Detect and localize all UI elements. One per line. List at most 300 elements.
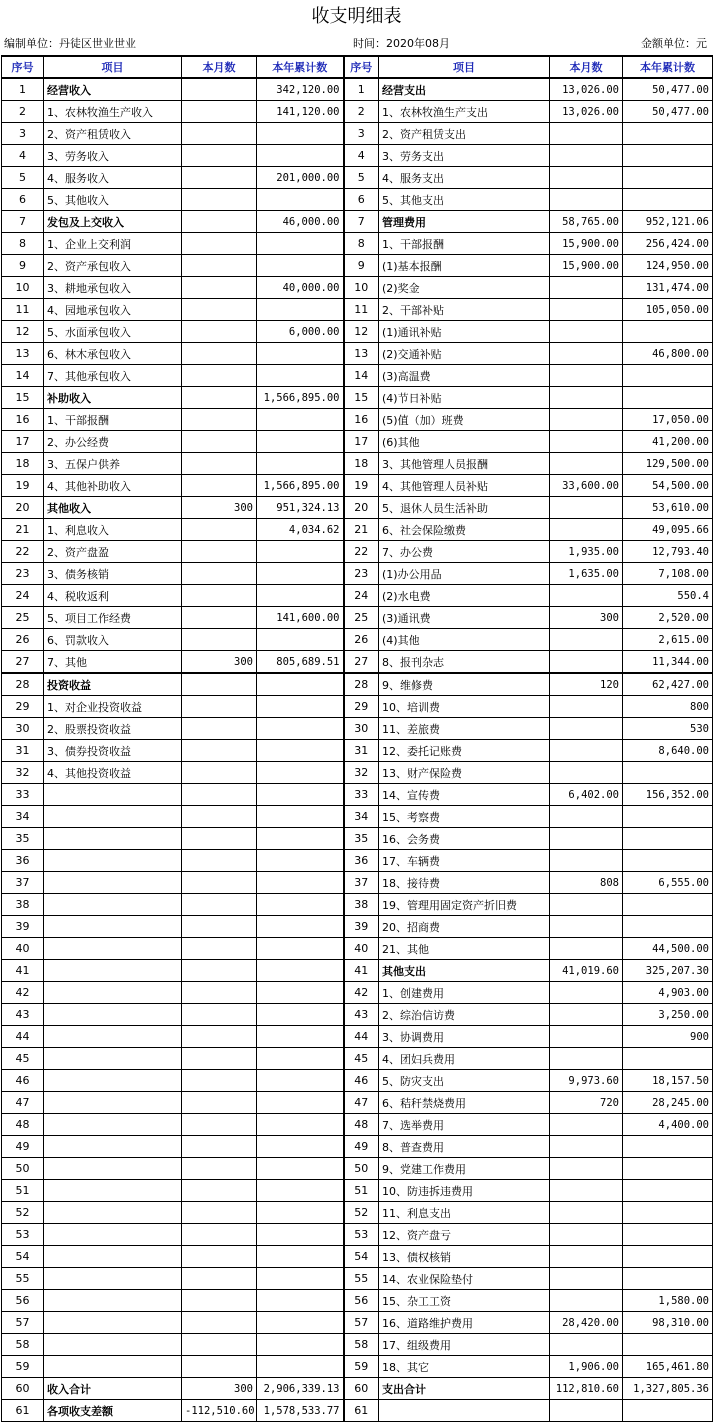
right-month-cell [550,497,623,519]
left-year-cell: 951,324.13 [257,497,344,519]
left-year-cell [257,938,344,960]
left-month-cell [182,1158,257,1180]
right-month-cell [550,1026,623,1048]
right-month-cell [550,1290,623,1312]
left-year-cell: 201,000.00 [257,167,344,189]
table-row [2,894,713,916]
right-seq-cell: 58 [344,1334,379,1356]
right-month-cell [550,1224,623,1246]
right-year-cell [623,189,713,211]
right-item-cell: 20、招商费 [379,916,550,938]
left-seq-cell: 29 [2,696,44,718]
right-seq-cell: 46 [344,1070,379,1092]
right-month-cell: 1,906.00 [550,1356,623,1378]
left-year-cell [257,806,344,828]
left-year-cell [257,1224,344,1246]
left-month-cell [182,916,257,938]
left-month-cell [182,607,257,629]
left-year-cell [257,233,344,255]
table-row [2,828,713,850]
right-year-cell [623,145,713,167]
left-item-cell: 发包及上交收入 [44,211,182,233]
left-year-cell [257,1312,344,1334]
left-seq-cell: 46 [2,1070,44,1092]
left-seq-cell: 44 [2,1026,44,1048]
left-item-cell [44,1158,182,1180]
left-year-cell [257,1268,344,1290]
left-year-cell [257,431,344,453]
right-item-cell: 17、组级费用 [379,1334,550,1356]
right-item-cell: 3、劳务支出 [379,145,550,167]
right-item-cell: (6)其他 [379,431,550,453]
left-year-cell [257,762,344,784]
right-month-cell: 13,026.00 [550,78,623,101]
left-year-cell: 40,000.00 [257,277,344,299]
right-month-cell [550,828,623,850]
right-item-cell: (2)奖金 [379,277,550,299]
left-month-cell [182,1334,257,1356]
left-item-cell: 各项收支差额 [44,1400,182,1422]
left-month-cell [182,1290,257,1312]
right-item-cell: 21、其他 [379,938,550,960]
right-month-cell [550,629,623,651]
right-year-cell: 131,474.00 [623,277,713,299]
left-month-cell [182,673,257,696]
right-year-cell: 8,640.00 [623,740,713,762]
right-month-cell: 13,026.00 [550,101,623,123]
right-item-cell: 14、农业保险垫付 [379,1268,550,1290]
table-row [2,1004,713,1026]
left-month-cell [182,1114,257,1136]
right-month-cell [550,1202,623,1224]
left-seq-cell: 28 [2,673,44,696]
left-item-cell [44,1334,182,1356]
left-month-cell [182,255,257,277]
table-row [2,1180,713,1202]
left-year-cell [257,1070,344,1092]
right-month-cell [550,1048,623,1070]
left-month-cell [182,541,257,563]
left-month-cell [182,145,257,167]
left-item-cell [44,806,182,828]
right-seq-cell: 56 [344,1290,379,1312]
left-item-cell [44,1026,182,1048]
right-year-cell [623,321,713,343]
right-year-cell: 6,555.00 [623,872,713,894]
left-month-cell [182,585,257,607]
left-item-cell: 收入合计 [44,1378,182,1400]
right-seq-cell: 29 [344,696,379,718]
right-month-cell [550,431,623,453]
right-seq-cell: 15 [344,387,379,409]
left-seq-cell: 49 [2,1136,44,1158]
left-seq-cell: 16 [2,409,44,431]
left-seq-cell: 24 [2,585,44,607]
left-seq-cell: 39 [2,916,44,938]
left-item-cell: 3、五保户供养 [44,453,182,475]
left-seq-cell: 9 [2,255,44,277]
left-seq-cell: 50 [2,1158,44,1180]
right-month-cell: 33,600.00 [550,475,623,497]
left-seq-cell: 17 [2,431,44,453]
right-seq-cell: 37 [344,872,379,894]
left-seq-cell: 52 [2,1202,44,1224]
right-month-cell [550,365,623,387]
right-seq-cell: 26 [344,629,379,651]
right-month-cell: 9,973.60 [550,1070,623,1092]
left-seq-cell: 61 [2,1400,44,1422]
left-seq-cell: 18 [2,453,44,475]
right-item-cell: (1)基本报酬 [379,255,550,277]
left-month-cell [182,321,257,343]
right-seq-cell: 40 [344,938,379,960]
right-item-cell: (1)办公用品 [379,563,550,585]
table-row [2,1246,713,1268]
left-year-cell: 1,566,895.00 [257,387,344,409]
left-seq-cell: 60 [2,1378,44,1400]
left-year-cell [257,1158,344,1180]
left-seq-cell: 55 [2,1268,44,1290]
left-item-cell [44,960,182,982]
right-item-cell: (3)高温费 [379,365,550,387]
right-seq-cell: 32 [344,762,379,784]
left-seq-cell: 3 [2,123,44,145]
right-item-cell: 13、财产保险费 [379,762,550,784]
income-expense-table [1,55,713,1422]
right-year-cell: 53,610.00 [623,497,713,519]
right-month-cell: 6,402.00 [550,784,623,806]
left-year-cell: 46,000.00 [257,211,344,233]
left-item-cell: 5、项目工作经费 [44,607,182,629]
left-month-cell [182,475,257,497]
right-seq-cell: 33 [344,784,379,806]
right-seq-cell: 8 [344,233,379,255]
right-year-cell: 900 [623,1026,713,1048]
left-month-cell [182,1268,257,1290]
left-year-cell [257,1202,344,1224]
left-year-cell [257,1004,344,1026]
table-row [2,475,713,497]
left-year-cell [257,1026,344,1048]
right-month-cell [550,1136,623,1158]
right-seq-cell: 6 [344,189,379,211]
right-seq-cell: 17 [344,431,379,453]
right-month-cell [550,982,623,1004]
right-month-cell [550,453,623,475]
left-month-cell [182,1004,257,1026]
left-year-cell [257,1356,344,1378]
left-month-cell [182,409,257,431]
right-seq-cell: 12 [344,321,379,343]
right-year-cell: 4,903.00 [623,982,713,1004]
table-row [2,784,713,806]
table-row [2,1048,713,1070]
right-year-cell [623,806,713,828]
left-month-cell [182,960,257,982]
left-month-cell [182,629,257,651]
table-row [2,343,713,365]
right-seq-cell: 57 [344,1312,379,1334]
left-seq-cell: 14 [2,365,44,387]
right-year-cell [623,1048,713,1070]
left-item-cell [44,1180,182,1202]
left-seq-cell: 10 [2,277,44,299]
right-seq-cell: 30 [344,718,379,740]
right-item-cell: 19、管理用固定资产折旧费 [379,894,550,916]
table-row [2,1202,713,1224]
right-item-cell: (2)交通补贴 [379,343,550,365]
right-year-cell: 62,427.00 [623,673,713,696]
right-seq-cell: 9 [344,255,379,277]
right-month-cell [550,1268,623,1290]
left-item-cell: 1、农林牧渔生产收入 [44,101,182,123]
right-month-cell [550,1004,623,1026]
left-item-cell: 2、资产租赁收入 [44,123,182,145]
left-month-cell [182,78,257,101]
left-seq-cell: 5 [2,167,44,189]
left-month-cell [182,894,257,916]
right-year-cell: 550.4 [623,585,713,607]
right-seq-cell: 25 [344,607,379,629]
left-year-cell [257,1136,344,1158]
right-item-cell: 5、其他支出 [379,189,550,211]
left-item-cell [44,894,182,916]
left-year-cell [257,343,344,365]
right-item-cell: 经营支出 [379,78,550,101]
right-item-cell: 7、办公费 [379,541,550,563]
right-item-cell: (4)节日补贴 [379,387,550,409]
table-row [2,1290,713,1312]
left-year-cell [257,1092,344,1114]
right-month-cell [550,519,623,541]
right-year-cell [623,123,713,145]
right-item-cell: (5)值（加）班费 [379,409,550,431]
left-year-cell [257,1114,344,1136]
right-year-cell: 952,121.06 [623,211,713,233]
left-year-cell [257,1246,344,1268]
right-seq-cell: 21 [344,519,379,541]
left-seq-cell: 42 [2,982,44,1004]
table-row [2,321,713,343]
right-item-cell: 15、考察费 [379,806,550,828]
period-label: 时间：2020年08月 [353,37,450,50]
table-row [2,1312,713,1334]
report-title: 收支明细表 [311,6,402,27]
table-row [2,453,713,475]
left-year-cell: 1,578,533.77 [257,1400,344,1422]
left-item-cell [44,1004,182,1026]
org-unit-label: 编制单位：丹徒区世业世业 [4,37,136,50]
left-month-cell [182,1026,257,1048]
right-month-cell [550,145,623,167]
left-seq-cell: 21 [2,519,44,541]
table-row [2,387,713,409]
left-item-cell: 1、企业上交利润 [44,233,182,255]
table-row [2,277,713,299]
right-item-cell: 8、普查费用 [379,1136,550,1158]
table-row [2,629,713,651]
right-year-cell: 12,793.40 [623,541,713,563]
left-seq-cell: 31 [2,740,44,762]
left-year-cell [257,1048,344,1070]
left-year-cell [257,1334,344,1356]
left-month-cell [182,696,257,718]
left-month-cell: 300 [182,651,257,674]
right-seq-cell: 1 [344,78,379,101]
left-seq-cell: 35 [2,828,44,850]
left-month-cell [182,982,257,1004]
right-month-cell [550,740,623,762]
table-row [2,123,713,145]
left-seq-cell: 12 [2,321,44,343]
left-seq-cell: 36 [2,850,44,872]
left-seq-cell: 34 [2,806,44,828]
right-year-cell: 800 [623,696,713,718]
left-item-cell: 3、债务核销 [44,563,182,585]
right-month-cell [550,850,623,872]
table-body [2,78,713,1422]
left-item-cell: 其他收入 [44,497,182,519]
right-month-cell [550,167,623,189]
right-seq-cell: 5 [344,167,379,189]
right-year-cell [623,365,713,387]
table-row [2,607,713,629]
right-item-cell: 1、农林牧渔生产支出 [379,101,550,123]
table-row [2,740,713,762]
left-month-cell: 300 [182,497,257,519]
right-year-cell: 98,310.00 [623,1312,713,1334]
left-seq-cell: 2 [2,101,44,123]
left-year-cell [257,453,344,475]
left-seq-cell: 20 [2,497,44,519]
header-year-right: 本年累计数 [623,56,713,78]
right-item-cell: 18、接待费 [379,872,550,894]
left-seq-cell: 57 [2,1312,44,1334]
right-year-cell: 105,050.00 [623,299,713,321]
right-year-cell [623,387,713,409]
left-item-cell: 6、林木承包收入 [44,343,182,365]
right-month-cell [550,1114,623,1136]
left-month-cell [182,365,257,387]
table-row [2,1158,713,1180]
left-month-cell [182,762,257,784]
right-month-cell: 1,935.00 [550,541,623,563]
right-month-cell [550,916,623,938]
right-month-cell: 58,765.00 [550,211,623,233]
right-month-cell [550,762,623,784]
left-seq-cell: 25 [2,607,44,629]
left-item-cell: 7、其他 [44,651,182,674]
left-item-cell: 4、税收返利 [44,585,182,607]
table-row [2,1026,713,1048]
right-seq-cell: 35 [344,828,379,850]
right-year-cell: 1,327,805.36 [623,1378,713,1400]
table-row [2,1400,713,1422]
left-item-cell [44,850,182,872]
left-seq-cell: 48 [2,1114,44,1136]
table-row [2,1356,713,1378]
left-item-cell [44,828,182,850]
right-seq-cell: 34 [344,806,379,828]
right-year-cell: 256,424.00 [623,233,713,255]
table-row [2,497,713,519]
right-month-cell [550,189,623,211]
right-year-cell [623,1246,713,1268]
left-seq-cell: 47 [2,1092,44,1114]
table-row [2,233,713,255]
table-row [2,585,713,607]
right-year-cell [623,1202,713,1224]
right-year-cell: 530 [623,718,713,740]
left-year-cell [257,1180,344,1202]
right-seq-cell: 49 [344,1136,379,1158]
right-month-cell: 808 [550,872,623,894]
right-item-cell: 10、培训费 [379,696,550,718]
right-month-cell [550,1400,623,1422]
right-year-cell: 28,245.00 [623,1092,713,1114]
left-month-cell [182,387,257,409]
left-seq-cell: 58 [2,1334,44,1356]
left-year-cell: 1,566,895.00 [257,475,344,497]
left-year-cell [257,872,344,894]
left-month-cell [182,1202,257,1224]
left-seq-cell: 51 [2,1180,44,1202]
right-seq-cell: 59 [344,1356,379,1378]
left-month-cell [182,938,257,960]
table-row [2,189,713,211]
right-year-cell [623,894,713,916]
left-month-cell [182,101,257,123]
right-year-cell [623,850,713,872]
left-month-cell [182,740,257,762]
left-seq-cell: 22 [2,541,44,563]
right-seq-cell: 42 [344,982,379,1004]
right-item-cell: 6、秸秆禁烧费用 [379,1092,550,1114]
right-year-cell: 46,800.00 [623,343,713,365]
table-row [2,718,713,740]
right-item-cell: 11、利息支出 [379,1202,550,1224]
right-year-cell: 129,500.00 [623,453,713,475]
right-year-cell: 49,095.66 [623,519,713,541]
header-year-left: 本年累计数 [257,56,344,78]
left-seq-cell: 11 [2,299,44,321]
right-item-cell: 9、党建工作费用 [379,1158,550,1180]
right-item-cell: 7、选举费用 [379,1114,550,1136]
table-row [2,541,713,563]
left-item-cell: 补助收入 [44,387,182,409]
left-month-cell [182,718,257,740]
left-item-cell: 5、水面承包收入 [44,321,182,343]
right-seq-cell: 43 [344,1004,379,1026]
header-seq-right: 序号 [344,56,379,78]
right-month-cell: 28,420.00 [550,1312,623,1334]
left-year-cell [257,982,344,1004]
right-month-cell [550,696,623,718]
right-seq-cell: 20 [344,497,379,519]
right-item-cell: 管理费用 [379,211,550,233]
left-month-cell: -112,510.60 [182,1400,257,1422]
right-item-cell: (2)水电费 [379,585,550,607]
right-month-cell [550,1246,623,1268]
right-year-cell: 50,477.00 [623,101,713,123]
left-seq-cell: 7 [2,211,44,233]
left-month-cell [182,431,257,453]
right-year-cell [623,1268,713,1290]
right-item-cell: 16、道路维护费用 [379,1312,550,1334]
left-seq-cell: 41 [2,960,44,982]
right-item-cell: (4)其他 [379,629,550,651]
left-year-cell [257,960,344,982]
